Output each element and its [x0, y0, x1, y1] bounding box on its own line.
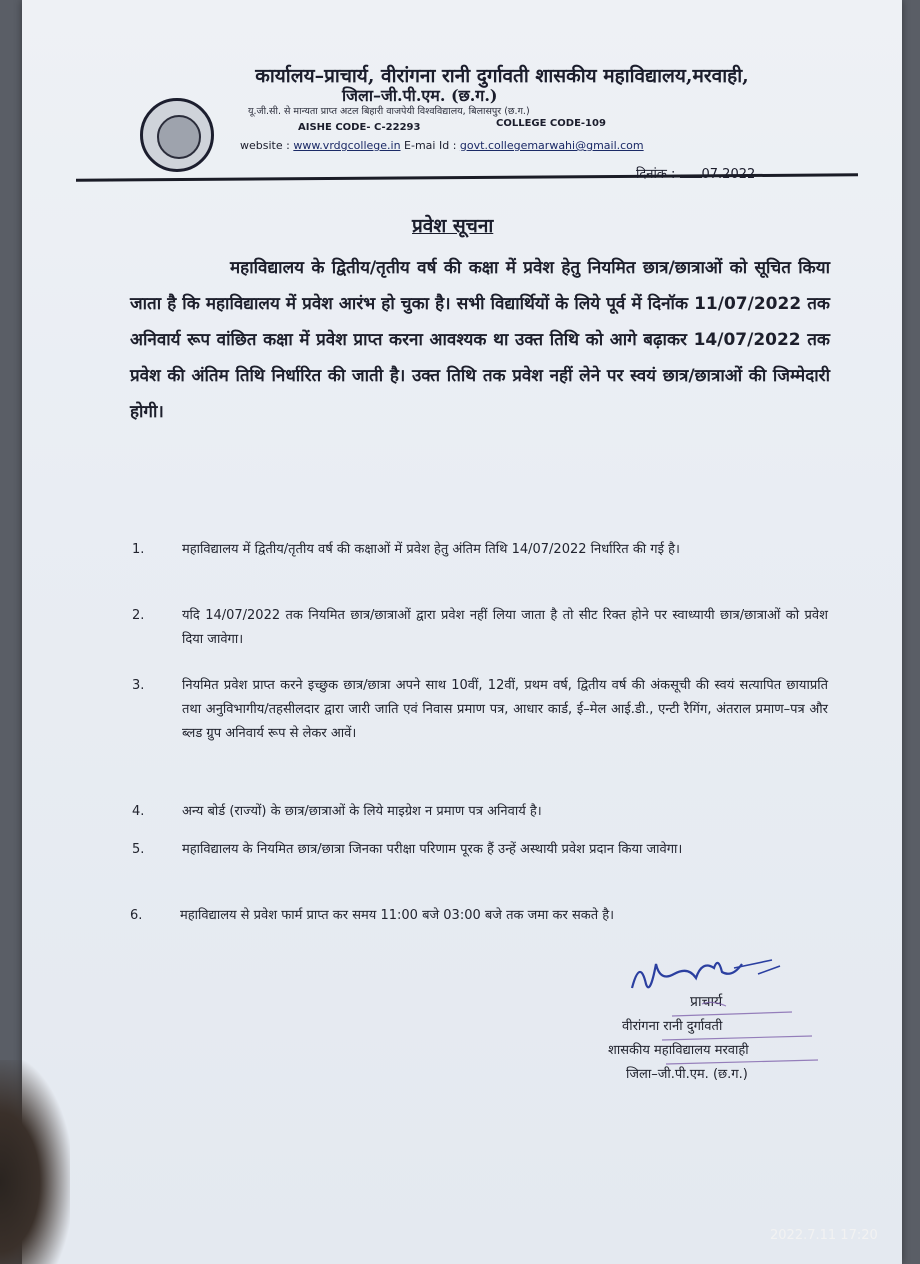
- notice-intro: महाविद्यालय के द्वितीय/तृतीय वर्ष की कक्षा में प्रवेश हेतु नियमित छात्र/छात्राओं को सूचित किया जाता है कि महाविद्यालय में प्रवेश आरंभ हो चुका है। सभी विद्यार्थियों के लिये पूर्व में दिनॉक 11/07/2022 तक अनिवार्य रूप वांछित कक्षा में प्रवेश प्राप्त करना आवश्यक था उक्त तिथि को आगे बढ़ाकर 14/07/2022 तक प्रवेश की अंतिम तिथि निर्धारित की जाती है। उक्त तिथि तक प्रवेश नहीं लेने पर स्वयं छात्र/छात्राओं की जिम्मेदारी होगी।: [130, 258, 830, 422]
- signature-line-3: जिला–जी.पी.एम. (छ.ग.): [626, 1067, 748, 1082]
- list-item-text: यदि 14/07/2022 तक नियमित छात्र/छात्राओं द्वारा प्रवेश नहीं लिया जाता है तो सीट रिक्त होने पर स्वाध्यायी छात्र/छात्राओं को प्रवेश दिया जावेगा।: [182, 608, 828, 647]
- list-item-number: 1.: [132, 542, 145, 557]
- signature-line-2: शासकीय महाविद्यालय मरवाही: [608, 1043, 749, 1058]
- date-day-blank: [680, 177, 702, 178]
- list-item-number: 4.: [132, 804, 145, 819]
- website-label: website :: [240, 139, 290, 152]
- website-link[interactable]: www.vrdgcollege.in: [293, 139, 401, 152]
- list-item: [132, 604, 832, 654]
- header-affiliation: यू.जी.सी. से मान्यता प्राप्त अटल बिहारी वाजपेयी विश्वविद्यालय, बिलासपुर (छ.ग.): [248, 106, 530, 117]
- notice-date: [636, 164, 755, 182]
- contact-line: [240, 139, 644, 152]
- list-item: [132, 800, 832, 826]
- list-item-text: महाविद्यालय के नियमित छात्र/छात्रा जिनका परीक्षा परिणाम पूरक हैं उन्हें अस्थायी प्रवेश प्रदान किया जावेगा।: [182, 842, 683, 857]
- list-item-text: महाविद्यालय से प्रवेश फार्म प्राप्त कर समय 11:00 बजे 03:00 बजे तक जमा कर सकते है।: [180, 908, 615, 923]
- list-item-text: नियमित प्रवेश प्राप्त करने इच्छुक छात्र/छात्रा अपने साथ 10वीं, 12वीं, प्रथम वर्ष, द्वितीय वर्ष की अंकसूची की स्वयं सत्यापित छायाप्रति तथा अनुविभागीय/तहसीलदार द्वारा जारी जाति एवं निवास प्रमाण पत्र, आधार कार्ड, ई–मेल आई.डी., एन्टी रैगिंग, अंतराल प्रमाण–पत्र और ब्लड ग्रुप अनिवार्य रूप से लेकर आवें।: [182, 678, 828, 741]
- signature-designation: प्राचार्य: [690, 994, 723, 1010]
- date-value: 07.2022: [701, 167, 756, 182]
- notice-title: प्रवेश सूचना: [412, 215, 494, 237]
- list-item-number: 5.: [132, 842, 145, 857]
- college-code: COLLEGE CODE-109: [496, 118, 606, 129]
- photo-timestamp: 2022.7.11 17:20: [770, 1228, 878, 1243]
- list-item-number: 3.: [132, 678, 145, 693]
- list-item-text: महाविद्यालय में द्वितीय/तृतीय वर्ष की कक्षाओं में प्रवेश हेतु अंतिम तिथि 14/07/2022 निर्धारित की गई है।: [182, 542, 680, 557]
- notice-sheet: [22, 0, 902, 1264]
- college-seal-logo: [140, 98, 214, 172]
- date-label: दिनांक :: [636, 167, 676, 182]
- list-item: [132, 674, 832, 774]
- email-link[interactable]: govt.collegemarwahi@gmail.com: [459, 139, 644, 152]
- list-item-number: 2.: [132, 608, 145, 623]
- list-item: [130, 904, 830, 930]
- list-item: [132, 538, 832, 588]
- aishe-code: AISHE CODE- C-22293: [298, 122, 421, 133]
- signature-line-1: वीरांगना रानी दुर्गावती: [622, 1019, 723, 1034]
- email-label: E-mai Id :: [404, 139, 457, 152]
- finger-shadow: [0, 1060, 70, 1264]
- header-office-line: कार्यालय–प्राचार्य, वीरांगना रानी दुर्गावती शासकीय महाविद्यालय,मरवाही,: [255, 65, 749, 87]
- header-district-line: जिला–जी.पी.एम. (छ.ग.): [342, 86, 498, 105]
- list-item-number: 6.: [130, 908, 143, 923]
- list-item-text: अन्य बोर्ड (राज्यों) के छात्र/छात्राओं के लिये माइग्रेश न प्रमाण पत्र अनिवार्य है।: [182, 804, 542, 819]
- list-item: [132, 838, 832, 888]
